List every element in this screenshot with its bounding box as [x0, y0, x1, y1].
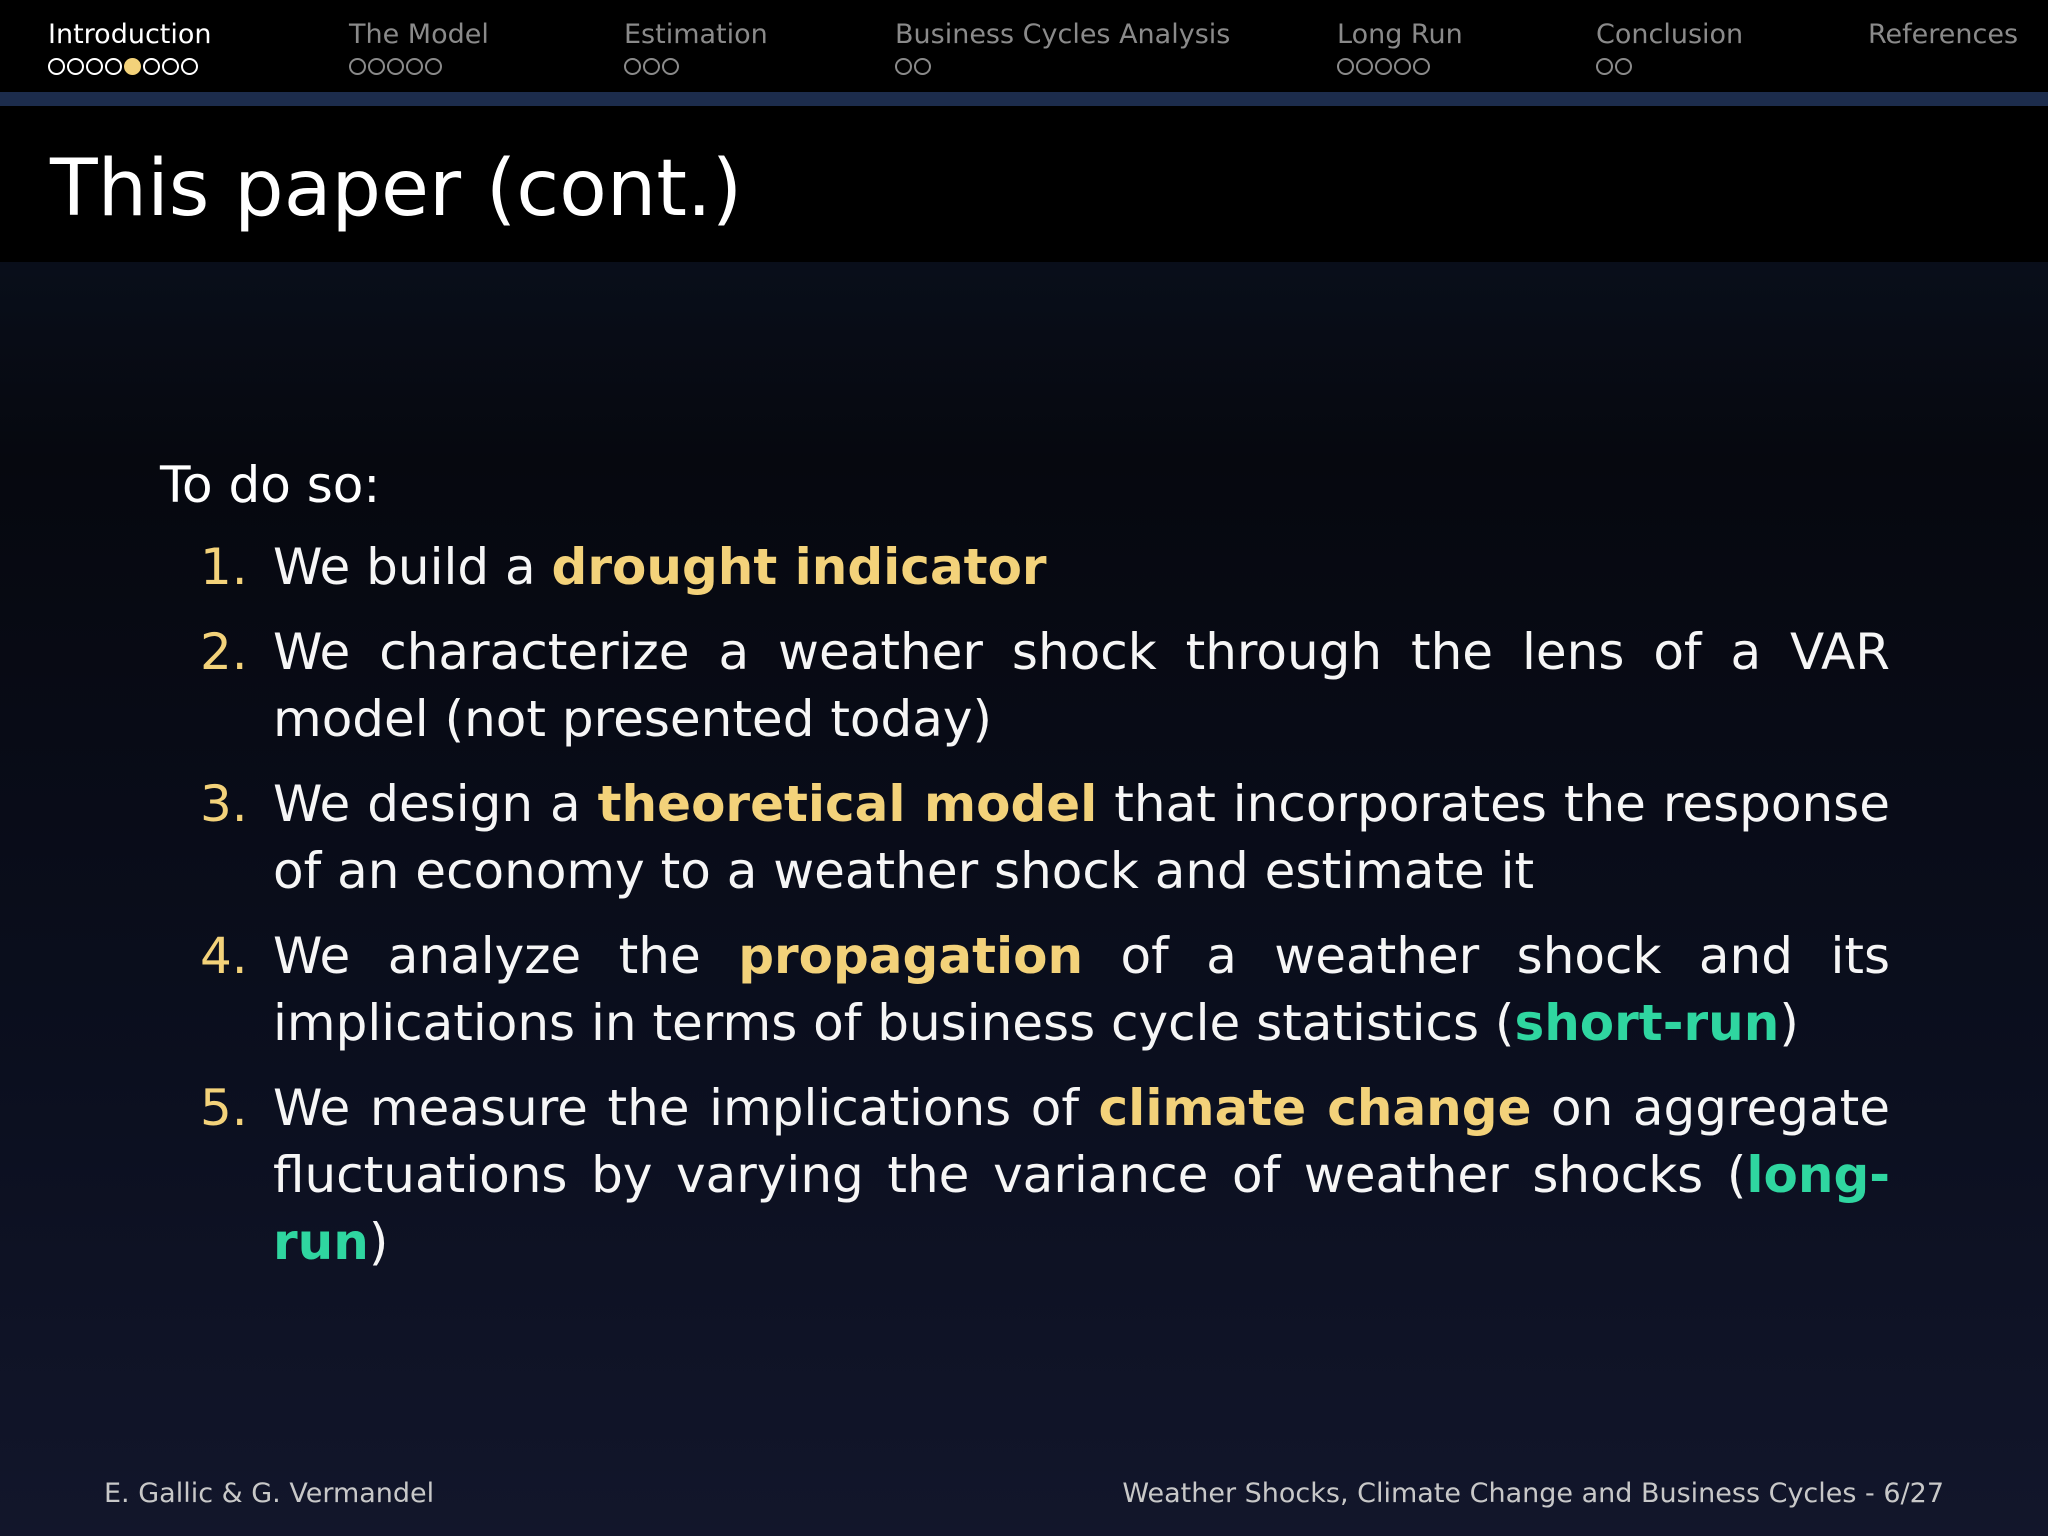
- highlight-term: drought indicator: [551, 538, 1047, 596]
- nav-divider-strip: [0, 92, 2048, 106]
- nav-section-label: Estimation: [624, 19, 768, 50]
- list-item-text: ): [1779, 994, 1799, 1052]
- slide-dot[interactable]: [1596, 58, 1613, 75]
- nav-progress-dots: [48, 58, 212, 80]
- slide-title: This paper (cont.): [50, 144, 743, 234]
- slide-dot[interactable]: [895, 58, 912, 75]
- slide-dot[interactable]: [86, 58, 103, 75]
- list-item-text: We analyze the: [273, 927, 739, 985]
- slide-dot[interactable]: [914, 58, 931, 75]
- slide-dot[interactable]: [1413, 58, 1430, 75]
- nav-section-introduction[interactable]: [48, 18, 212, 80]
- slide-dot[interactable]: [1356, 58, 1373, 75]
- list-item-number: 2.: [200, 623, 248, 681]
- slide-dot[interactable]: [425, 58, 442, 75]
- slide-dot[interactable]: [368, 58, 385, 75]
- current-slide-dot[interactable]: [124, 58, 141, 75]
- list-item-number: 1.: [200, 538, 248, 596]
- list-item-number: 5.: [200, 1079, 248, 1137]
- intro-text: To do so:: [160, 456, 381, 514]
- nav-progress-dots: [1337, 58, 1463, 80]
- nav-progress-dots: [349, 58, 489, 80]
- nav-section-long-run[interactable]: [1337, 18, 1463, 80]
- nav-section-the-model[interactable]: [349, 18, 489, 80]
- list-item-text: We design a: [273, 775, 598, 833]
- list-item-text: on aggregate fluctuations by varying the variance of weather shocks (: [273, 1079, 1890, 1204]
- slide-dot[interactable]: [67, 58, 84, 75]
- list-item-number: 4.: [200, 927, 248, 985]
- nav-section-business-cycles-analysis[interactable]: [895, 18, 1230, 80]
- list-item-text: ): [368, 1213, 389, 1271]
- slide-body: [160, 450, 1890, 1294]
- highlight-term: theoretical model: [597, 775, 1098, 833]
- nav-progress-dots: [1596, 58, 1743, 80]
- slide-dot[interactable]: [48, 58, 65, 75]
- title-bar: [0, 106, 2048, 262]
- slide-dot[interactable]: [349, 58, 366, 75]
- slide-dot[interactable]: [162, 58, 179, 75]
- nav-section-references[interactable]: [1868, 18, 2018, 52]
- slide-dot[interactable]: [643, 58, 660, 75]
- footer-authors: E. Gallic & G. Vermandel: [104, 1478, 435, 1509]
- nav-section-label: Introduction: [48, 19, 212, 50]
- nav-section-label: The Model: [349, 19, 489, 50]
- numbered-list: [160, 534, 1890, 1276]
- footer-title-page-number: Weather Shocks, Climate Change and Business Cycles - 6/27: [1122, 1478, 1944, 1509]
- nav-progress-dots: [624, 58, 768, 80]
- list-item: [160, 534, 1890, 601]
- highlight-term: climate change: [1098, 1079, 1532, 1137]
- list-item-text: We measure the implications of: [273, 1079, 1099, 1137]
- nav-section-label: Conclusion: [1596, 19, 1744, 50]
- slide-dot[interactable]: [1337, 58, 1354, 75]
- list-item: [160, 771, 1890, 905]
- list-item-text: We characterize a weather shock through the lens of a VAR model (not presented today): [273, 623, 1890, 748]
- list-item: [160, 923, 1890, 1057]
- nav-section-label: Business Cycles Analysis: [895, 19, 1231, 50]
- slide-dot[interactable]: [387, 58, 404, 75]
- slide-dot[interactable]: [406, 58, 423, 75]
- list-item-text: that incorporates the response of an economy to a weather shock and estimate it: [273, 775, 1890, 900]
- list-item-text: of a weather shock and its implications in terms of business cycle statistics (: [273, 927, 1891, 1052]
- nav-section-conclusion[interactable]: [1596, 18, 1743, 80]
- nav-section-label: References: [1868, 19, 2019, 50]
- slide-dot[interactable]: [1375, 58, 1392, 75]
- slide-dot[interactable]: [624, 58, 641, 75]
- slide-dot[interactable]: [1394, 58, 1411, 75]
- nav-progress-dots: [895, 58, 1230, 80]
- slide-dot[interactable]: [181, 58, 198, 75]
- horizon-term: long-run: [273, 1146, 1890, 1271]
- nav-section-estimation[interactable]: [624, 18, 768, 80]
- slide-dot[interactable]: [105, 58, 122, 75]
- list-item: [160, 619, 1890, 753]
- slide-dot[interactable]: [143, 58, 160, 75]
- list-item: [160, 1075, 1890, 1276]
- list-item-number: 3.: [200, 775, 248, 833]
- horizon-term: short-run: [1514, 994, 1780, 1052]
- highlight-term: propagation: [738, 927, 1084, 985]
- list-item-text: We build a: [273, 538, 552, 596]
- section-navigation-bar: [0, 0, 2048, 92]
- nav-section-label: Long Run: [1337, 19, 1463, 50]
- slide-dot[interactable]: [662, 58, 679, 75]
- slide-dot[interactable]: [1615, 58, 1632, 75]
